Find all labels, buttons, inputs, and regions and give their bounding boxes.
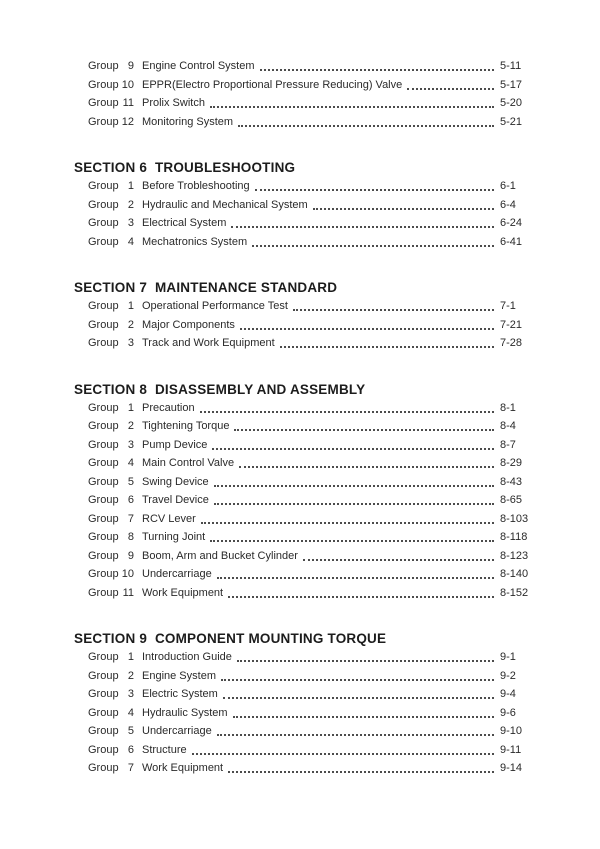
entry-title: Travel Device [142, 494, 209, 507]
group-number: 3 [127, 337, 134, 350]
group-number: 2 [127, 420, 134, 433]
group-label: Group [88, 318, 119, 331]
dot-leader [234, 429, 494, 431]
toc-section [0, 380, 600, 603]
group-number: 6 [127, 743, 134, 756]
toc-entry [0, 648, 600, 667]
group-label: Group [88, 115, 119, 128]
toc-entry [0, 510, 600, 529]
dot-leader [260, 69, 495, 71]
toc-entry [0, 565, 600, 584]
entry-title: Operational Performance Test [142, 300, 288, 313]
dot-leader [238, 125, 494, 127]
entry-title: Turning Joint [142, 531, 206, 544]
group-number: 9 [127, 549, 134, 562]
group-number: 4 [127, 457, 134, 470]
dot-leader [200, 411, 494, 413]
entry-page: 8-7 [500, 438, 516, 451]
toc-entry [0, 436, 600, 455]
entry-title: EPPR(Electro Proportional Pressure Reducing) Valve [142, 78, 403, 91]
entry-page: 9-2 [500, 669, 516, 682]
entry-title: Work Equipment [142, 586, 224, 599]
group-label: Group [88, 586, 119, 599]
group-number: 1 [127, 180, 134, 193]
group-number: 7 [127, 512, 134, 525]
entry-page: 8-29 [500, 457, 523, 470]
entry-title: Engine Control System [142, 60, 255, 73]
entry-title: Structure [142, 743, 187, 756]
section-heading: SECTION 7 MAINTENANCE STANDARD [74, 280, 338, 295]
group-label: Group [88, 438, 119, 451]
dot-leader [210, 106, 494, 108]
dot-leader [239, 466, 494, 468]
dot-leader [313, 208, 494, 210]
entry-page: 7-28 [500, 337, 523, 350]
group-number: 10 [121, 568, 134, 581]
dot-leader [233, 716, 494, 718]
entry-page: 9-14 [500, 762, 523, 775]
group-label: Group [88, 60, 119, 73]
toc-entry [0, 196, 600, 215]
group-number: 3 [127, 438, 134, 451]
entry-title: Monitoring System [142, 115, 234, 128]
group-label: Group [88, 217, 119, 230]
group-label: Group [88, 457, 119, 470]
toc-entry [0, 722, 600, 741]
group-label: Group [88, 401, 119, 414]
section-entries [0, 648, 600, 778]
toc-entry [0, 177, 600, 196]
toc-section [0, 158, 600, 251]
group-number: 1 [127, 300, 134, 313]
group-label: Group [88, 198, 119, 211]
entry-page: 7-1 [500, 300, 516, 313]
entry-page: 9-11 [500, 743, 522, 756]
entry-page: 9-4 [500, 688, 516, 701]
section-entries [0, 297, 600, 353]
toc-entry [0, 491, 600, 510]
group-number: 3 [127, 217, 134, 230]
group-label: Group [88, 725, 119, 738]
entry-page: 7-21 [500, 318, 523, 331]
group-label: Group [88, 420, 119, 433]
toc-section [0, 629, 600, 778]
toc-entry [0, 214, 600, 233]
group-number: 8 [127, 531, 134, 544]
group-label: Group [88, 97, 119, 110]
group-number: 9 [127, 60, 134, 73]
toc-entry [0, 334, 600, 353]
toc-section [0, 278, 600, 353]
group-label: Group [88, 706, 119, 719]
dot-leader [240, 328, 494, 330]
group-number: 4 [127, 235, 134, 248]
dot-leader [217, 734, 494, 736]
entry-title: Engine System [142, 669, 216, 682]
toc-entry [0, 759, 600, 778]
dot-leader [210, 540, 494, 542]
entry-page: 8-103 [500, 512, 529, 525]
section-entries [0, 57, 600, 131]
toc-entry [0, 473, 600, 492]
group-label: Group [88, 475, 119, 488]
group-number: 2 [127, 198, 134, 211]
entry-page: 5-21 [500, 115, 523, 128]
entry-page: 5-11 [500, 60, 522, 73]
group-number: 2 [127, 669, 134, 682]
entry-page: 5-17 [500, 78, 523, 91]
entry-title: Track and Work Equipment [142, 337, 275, 350]
entry-title: Before Trobleshooting [142, 180, 250, 193]
group-label: Group [88, 235, 119, 248]
toc-entry [0, 685, 600, 704]
toc-entry [0, 704, 600, 723]
entry-page: 8-118 [500, 531, 528, 544]
entry-title: Main Control Valve [142, 457, 235, 470]
entry-title: Swing Device [142, 475, 209, 488]
group-label: Group [88, 743, 119, 756]
entry-page: 8-123 [500, 549, 529, 562]
toc-entry [0, 76, 600, 95]
toc-entry [0, 57, 600, 76]
section-entries [0, 177, 600, 251]
group-number: 12 [121, 115, 134, 128]
group-label: Group [88, 494, 119, 507]
entry-title: Work Equipment [142, 762, 224, 775]
group-label: Group [88, 669, 119, 682]
dot-leader [280, 346, 494, 348]
group-label: Group [88, 568, 119, 581]
dot-leader [214, 503, 494, 505]
entry-title: Introduction Guide [142, 651, 232, 664]
toc-entry [0, 233, 600, 252]
dot-leader [192, 753, 494, 755]
toc-entry [0, 297, 600, 316]
entry-page: 6-4 [500, 198, 516, 211]
group-number: 1 [127, 401, 134, 414]
toc-entry [0, 94, 600, 113]
toc-entry [0, 584, 600, 603]
dot-leader [217, 577, 494, 579]
dot-leader [214, 485, 494, 487]
entry-title: Hydraulic and Mechanical System [142, 198, 308, 211]
entry-page: 9-1 [500, 651, 516, 664]
entry-title: Precaution [142, 401, 195, 414]
group-number: 3 [127, 688, 134, 701]
group-label: Group [88, 549, 119, 562]
dot-leader [201, 522, 494, 524]
dot-leader [228, 771, 494, 773]
entry-page: 9-10 [500, 725, 523, 738]
group-label: Group [88, 300, 119, 313]
group-number: 10 [121, 78, 134, 91]
entry-title: Boom, Arm and Bucket Cylinder [142, 549, 298, 562]
toc-entry [0, 113, 600, 132]
entry-title: Prolix Switch [142, 97, 205, 110]
toc-entry [0, 547, 600, 566]
entry-title: RCV Lever [142, 512, 196, 525]
toc-entry [0, 399, 600, 418]
section-heading: SECTION 8 DISASSEMBLY AND ASSEMBLY [74, 381, 366, 397]
dot-leader [228, 596, 494, 598]
dot-leader [255, 189, 494, 191]
group-number: 11 [122, 97, 134, 110]
toc-section [0, 57, 600, 131]
entry-page: 5-20 [500, 97, 523, 110]
dot-leader [303, 559, 494, 561]
dot-leader [231, 226, 494, 228]
entry-page: 8-152 [500, 586, 529, 599]
group-label: Group [88, 651, 119, 664]
toc-entry [0, 528, 600, 547]
group-label: Group [88, 512, 119, 525]
entry-title: Undercarriage [142, 568, 212, 581]
group-number: 11 [122, 586, 134, 599]
toc-entry [0, 667, 600, 686]
toc-entry [0, 741, 600, 760]
section-heading: SECTION 6 TROUBLESHOOTING [74, 160, 296, 175]
entry-page: 8-43 [500, 475, 523, 488]
entry-page: 8-65 [500, 494, 523, 507]
entry-title: Mechatronics System [142, 235, 248, 248]
toc-entry [0, 417, 600, 436]
group-label: Group [88, 531, 119, 544]
entry-page: 6-1 [500, 180, 516, 193]
entry-page: 8-1 [500, 401, 516, 414]
group-number: 5 [127, 475, 134, 488]
entry-title: Electrical System [142, 217, 227, 230]
entry-title: Major Components [142, 318, 235, 331]
entry-title: Hydraulic System [142, 706, 228, 719]
dot-leader [252, 245, 494, 247]
entry-page: 8-140 [500, 568, 529, 581]
toc [0, 57, 600, 778]
dot-leader [221, 679, 494, 681]
group-number: 5 [127, 725, 134, 738]
entry-title: Undercarriage [142, 725, 212, 738]
entry-title: Pump Device [142, 438, 208, 451]
section-heading: SECTION 9 COMPONENT MOUNTING TORQUE [74, 631, 387, 646]
group-number: 2 [127, 318, 134, 331]
entry-title: Electric System [142, 688, 218, 701]
entry-title: Tightening Torque [142, 420, 230, 433]
dot-leader [223, 697, 494, 699]
dot-leader [407, 88, 494, 90]
group-number: 1 [127, 651, 134, 664]
group-number: 7 [127, 762, 134, 775]
group-label: Group [88, 180, 119, 193]
group-label: Group [88, 762, 119, 775]
group-number: 6 [127, 494, 134, 507]
dot-leader [237, 660, 494, 662]
toc-entry [0, 316, 600, 335]
entry-page: 6-24 [500, 217, 523, 230]
group-label: Group [88, 78, 119, 91]
toc-entry [0, 454, 600, 473]
entry-page: 6-41 [500, 235, 523, 248]
entry-page: 8-4 [500, 420, 516, 433]
section-entries [0, 399, 600, 603]
group-label: Group [88, 337, 119, 350]
group-number: 4 [127, 706, 134, 719]
dot-leader [212, 448, 494, 450]
dot-leader [293, 309, 494, 311]
group-label: Group [88, 688, 119, 701]
entry-page: 9-6 [500, 706, 516, 719]
